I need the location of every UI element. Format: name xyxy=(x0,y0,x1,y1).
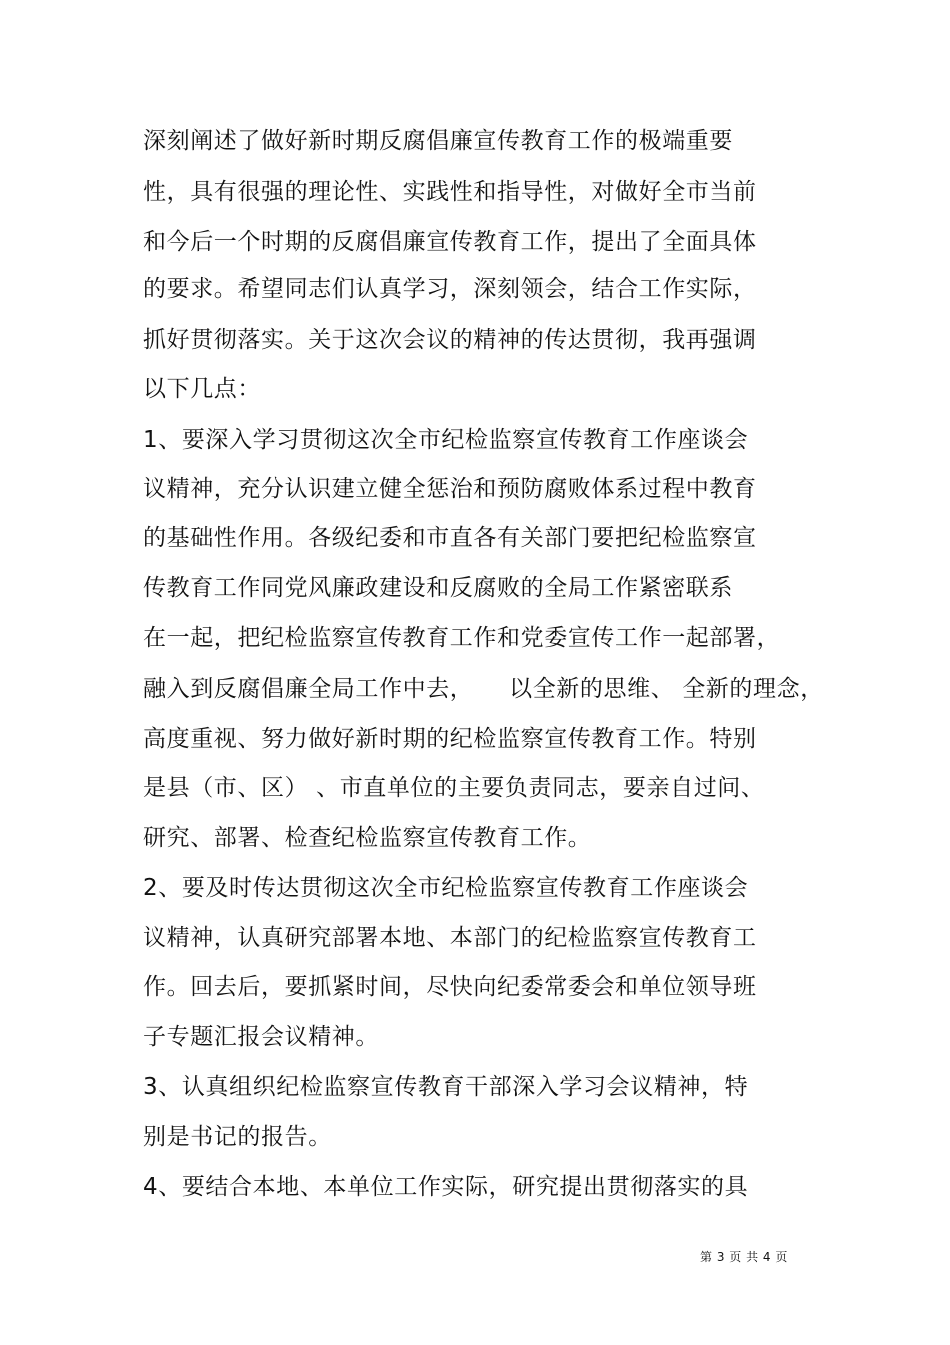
text-line: 子专题汇报会议精神。 xyxy=(143,1024,379,1050)
text-line: 1、要深入学习贯彻这次全市纪检监察宣传教育工作座谈会 xyxy=(143,427,749,453)
text-line: 在一起，把纪检监察宣传教育工作和党委宣传工作一起部署， xyxy=(143,625,781,651)
text-line: 传教育工作同党风廉政建设和反腐败的全局工作紧密联系 xyxy=(143,575,733,601)
text-line: 以下几点： xyxy=(143,376,261,402)
text-line: 抓好贯彻落实。关于这次会议的精神的传达贯彻，我再强调 xyxy=(143,327,757,353)
text-line: 性，具有很强的理论性、实践性和指导性，对做好全市当前 xyxy=(143,179,757,205)
text-line: 的要求。希望同志们认真学习，深刻领会，结合工作实际， xyxy=(143,276,757,302)
text-line: 是县（市、区） 、市直单位的主要负责同志，要亲自过问、 xyxy=(143,775,765,801)
text-line: 3、认真组织纪检监察宣传教育干部深入学习会议精神，特 xyxy=(143,1074,749,1100)
text-line: 高度重视、努力做好新时期的纪检监察宣传教育工作。特别 xyxy=(143,726,757,752)
text-line: 别是书记的报告。 xyxy=(143,1124,332,1150)
text-line: 议精神，充分认识建立健全惩治和预防腐败体系过程中教育 xyxy=(143,476,757,502)
text-line: 深刻阐述了做好新时期反腐倡廉宣传教育工作的极端重要 xyxy=(143,128,733,154)
text-line: 议精神，认真研究部署本地、本部门的纪检监察宣传教育工 xyxy=(143,925,757,951)
text-line: 2、要及时传达贯彻这次全市纪检监察宣传教育工作座谈会 xyxy=(143,875,749,901)
text-line: 研究、部署、检查纪检监察宣传教育工作。 xyxy=(143,825,592,851)
text-line: 和今后一个时期的反腐倡廉宣传教育工作，提出了全面具体 xyxy=(143,229,757,255)
page-number-footer: 第 3 页 共 4 页 xyxy=(700,1250,788,1264)
text-line: 的基础性作用。各级纪委和市直各有关部门要把纪检监察宣 xyxy=(143,525,757,551)
text-line: 融入到反腐倡廉全局工作中去， 以全新的思维、 全新的理念， xyxy=(143,676,824,702)
text-line: 作。回去后，要抓紧时间，尽快向纪委常委会和单位领导班 xyxy=(143,974,757,1000)
text-line: 4、要结合本地、本单位工作实际，研究提出贯彻落实的具 xyxy=(143,1174,749,1200)
